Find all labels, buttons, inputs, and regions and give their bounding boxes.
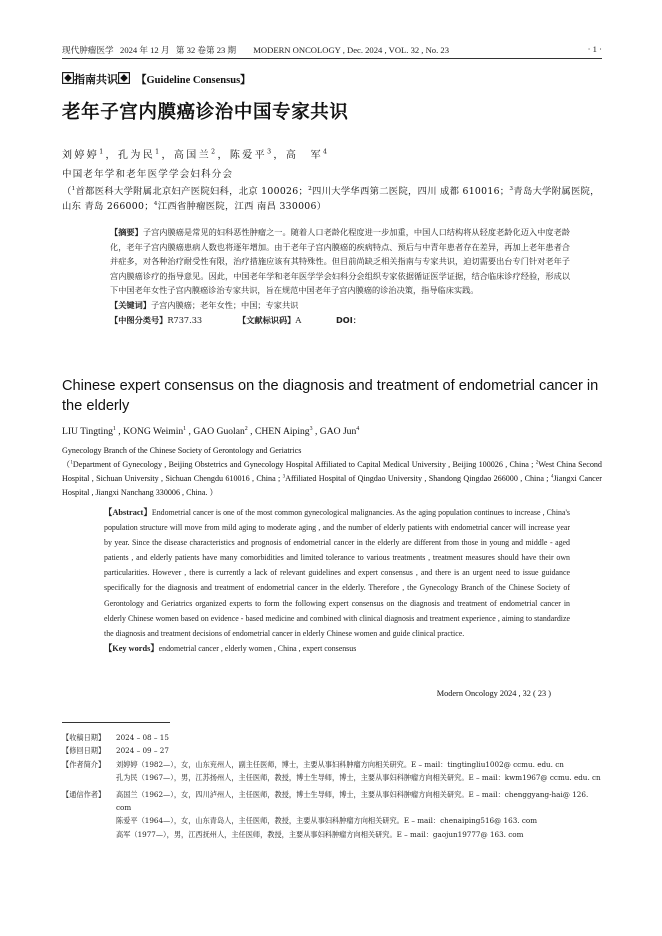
- affil-marker: 2: [308, 185, 313, 192]
- running-header: [62, 44, 602, 58]
- received-date-note: [62, 731, 602, 744]
- revised-label: 【修回日期】: [62, 746, 106, 756]
- author-affil-marker: 1: [99, 148, 106, 156]
- affil-marker: 2: [535, 460, 539, 466]
- author-affil-marker: 3: [267, 148, 274, 156]
- column-label-en: 【Guideline Consensus】: [136, 75, 251, 86]
- author-name-cn: 刘婷婷: [62, 150, 100, 161]
- header-left: [62, 44, 449, 56]
- journal-name-en: MODERN ONCOLOGY , Dec. 2024 , VOL. 32 , No. 23: [253, 45, 449, 55]
- revised-date-note: [62, 744, 602, 757]
- paren-close: ）: [209, 488, 218, 498]
- journal-name-cn: 现代肿瘤医学: [62, 45, 114, 55]
- author-name-cn: 孔为民: [117, 150, 156, 161]
- author-name-en: KONG Weimin: [123, 426, 184, 437]
- affiliation-item: Jiangxi Cancer Hospital , Jiangxi Nanchang 330006 , China.: [62, 474, 602, 498]
- author-name-en: LIU Tingting: [62, 426, 113, 437]
- affiliation-item: 首都医科大学附属北京妇产医院妇科，北京 100026；: [75, 186, 309, 197]
- article-title-cn: 老年子宫内膜癌诊治中国专家共识: [62, 102, 349, 123]
- affil-marker: 3: [282, 474, 286, 480]
- author-affil-marker: 1: [112, 425, 116, 432]
- abstract-label-cn: 【摘要】: [110, 227, 143, 237]
- affiliations-en: [62, 458, 602, 501]
- keywords-label-cn: 【关键词】: [110, 299, 151, 310]
- journal-citation: Modern Oncology 2024 , 32 ( 23 ): [436, 689, 551, 698]
- author-bio-note: [62, 758, 602, 785]
- abstract-cn: [110, 225, 570, 327]
- page-number: · 1 ·: [587, 44, 602, 54]
- affiliation-item: Department of Gynecology , Beijing Obstetrics and Gynecology Hospital Affiliated to Capital Medical University , Beijing 100026 , China ;: [72, 460, 536, 469]
- abstract-text-en: Endometrial cancer is one of the most common gynecological malignancies. As the aging population continues to increase , China's population structure will move from mild aging to moderate aging , and the number of elderly patients with endometrial cancer will increase year by year. Since the disease characteristics and prognosis of endometrial cancer in the elderly are different from those in young and middle - aged patients , and elderly patients have many comorbidities and limited tolerance to various treatments , treatment measures should have their own particularities. However , there is currently a lack of relevant guidelines and expert consensus , and there is an urgent need to issue guidance specifically for the diagnosis and treatment of endometrial cancer in the elderly. Therefore , the Gynecology Branch of the Chinese Society of Gerontology and Geriatrics organized experts to form the following expert consensus on the diagnosis and treatment of endometrial cancer in elderly Chinese women based on evidence - based medicine and combined with clinical diagnosis and treatment experience , aiming to standardize the diagnosis and treatment decisions of endometrial cancer in elderly Chinese women and guide clinical practice.: [104, 508, 570, 638]
- paren-open: （: [62, 186, 72, 197]
- classification-line: [110, 313, 570, 328]
- author-bio: 刘婷婷（1982—），女，山东兖州人，副主任医师，博士，主要从事妇科肿瘤方向相关研究。E – mail：tingtingliu1002@ ccmu. edu. cn: [116, 759, 564, 769]
- received-label: 【收稿日期】: [62, 733, 106, 742]
- corresponding-label: 【通信作者】: [62, 789, 106, 799]
- author-name-cn: 高 军: [285, 150, 324, 161]
- author-affil-marker: 3: [309, 425, 313, 432]
- author-name-cn: 高国兰: [173, 150, 212, 161]
- keywords-cn: [110, 298, 570, 313]
- article-title-en: Chinese expert consensus on the diagnosis and treatment of endometrial cancer in the elderly: [62, 378, 599, 414]
- corresponding-author-note: [62, 788, 602, 842]
- affiliation-item: 青岛大学附属医院，山东 青岛 266000；: [62, 186, 600, 212]
- author-affil-marker: 4: [356, 425, 360, 432]
- issue-date-cn: 2024 年 12 月: [120, 45, 170, 55]
- affil-marker: 1: [70, 460, 73, 466]
- author-name-en: CHEN Aiping: [254, 426, 310, 437]
- doi-label: DOI：: [336, 314, 361, 325]
- clc-label: 【中图分类号】: [110, 314, 168, 325]
- affiliation-item: 四川大学华西第二医院，四川 成都 610016；: [312, 186, 510, 197]
- author-name-cn: 陈爱平: [229, 150, 268, 161]
- abstract-text-cn: 子宫内膜癌是常见的妇科恶性肿瘤之一。随着人口老龄化程度进一步加重，中国人口结构将从轻度老龄化迈入中度老龄化，老年子宫内膜癌患病人数也将逐年增加。由于老年子宫内膜癌的疾病特点、预后与中青年患者存在差异，再加上老年患者合并症多，对各种治疗耐受性有限，治疗措施应该有其特殊性。但目前尚缺乏相关指南与专家共识，迫切需要出台专门针对老年子宫内膜癌诊疗的指导意见。因此，中国老年学和老年医学学会妇科分会组织专家依据循证医学证据，结合临床诊疗经验，形成以下中国老年女性子宫内膜癌诊治专家共识，旨在规范中国老年子宫内膜癌的诊治决策，指导临床实践。: [110, 227, 570, 296]
- paren-open: （: [62, 460, 71, 469]
- keywords-text-en: endometrial cancer , elderly women , China , expert consensus: [158, 643, 357, 653]
- square-bullet-icon: [62, 72, 74, 87]
- abstract-label-en: 【Abstract】: [104, 508, 152, 517]
- author-affil-marker: 2: [211, 148, 218, 156]
- author-bio: 孔为民（1967—），男，江苏扬州人，主任医师，教授，博士生导师，博士，主要从事妇科肿瘤方向相关研究。E – mail：kwm1967@ ccmu. edu. cn: [116, 773, 601, 783]
- doc-code-label: 【文献标识码】: [238, 314, 296, 325]
- affiliation-item: 江西省肿瘤医院，江西 南昌 330006: [157, 201, 317, 212]
- author-affil-marker: 2: [244, 425, 248, 432]
- author-affil-marker: 1: [155, 148, 162, 156]
- corresponding-bio: 高军（1977—），男，江西抚州人，主任医师，教授，主要从事妇科肿瘤方向相关研究。E – mail：gaojun19777@ 163. com: [116, 829, 524, 839]
- received-date: 2024 – 08 – 15: [116, 733, 169, 742]
- corresponding-bio: 陈爱平（1964—），女，山东青岛人，主任医师，教授，主要从事妇科肿瘤方向相关研究。E – mail：chenaiping516@ 163. com: [116, 816, 538, 826]
- footnotes: [62, 731, 602, 841]
- clc-value: R737.33: [167, 314, 203, 325]
- revised-date: 2024 – 09 – 27: [116, 746, 169, 756]
- author-list-en: LIU Tingting$^1$ , KONG Weimin$^1$ , GAO Guolan$^2$ , CHEN Aiping$^3$ , GAO Jun$^4$: [62, 425, 360, 437]
- keywords-en: [104, 641, 570, 656]
- author-affil-marker: 4: [323, 148, 330, 156]
- affiliation-item: Affiliated Hospital of Qingdao University , Shandong Qingdao 266000 , China ;: [285, 474, 551, 484]
- doc-code-value: A: [295, 314, 302, 325]
- affiliation-item: West China Second Hospital , Sichuan University , Sichuan Chengdu 610016 , China ;: [62, 460, 602, 484]
- column-label-cn: 指南共识: [74, 73, 118, 86]
- affil-marker: 1: [71, 185, 76, 192]
- author-list-cn: 刘婷婷$^1$，孔为民$^1$，高国兰$^2$，陈爱平$^3$，高 军$^4$: [62, 148, 330, 161]
- square-bullet-icon: [118, 72, 130, 87]
- author-affil-marker: 1: [183, 425, 187, 432]
- column-label: [62, 71, 251, 87]
- corresponding-bio: 高国兰（1962—），女，四川泸州人，主任医师，教授，博士生导师，博士，主要从事妇科肿瘤方向相关研究。E – mail：chenggyang-hai@ 126. com: [116, 789, 589, 813]
- affil-marker: 4: [550, 474, 554, 480]
- author-name-en: GAO Jun: [319, 426, 357, 437]
- abstract-en-body: [104, 505, 570, 641]
- affiliations-cn: [62, 184, 602, 214]
- affil-marker: 3: [509, 185, 514, 192]
- organization-cn: 中国老年学和老年医学学会妇科分会: [62, 169, 234, 180]
- header-rule: [62, 58, 602, 59]
- organization-en: Gynecology Branch of the Chinese Society of Gerontology and Geriatrics: [62, 446, 302, 455]
- volume-issue-cn: 第 32 卷第 23 期: [175, 45, 237, 55]
- author-name-en: GAO Guolan: [193, 426, 245, 437]
- author-bio-label: 【作者简介】: [62, 759, 106, 769]
- footnote-rule: [62, 722, 170, 723]
- abstract-cn-body: [110, 225, 570, 298]
- keywords-text-cn: 子宫内膜癌；老年女性；中国；专家共识: [150, 299, 299, 310]
- keywords-label-en: 【Key words】: [104, 643, 159, 653]
- paren-close: ）: [316, 201, 327, 212]
- abstract-en: [104, 505, 570, 656]
- affil-marker: 4: [153, 200, 158, 207]
